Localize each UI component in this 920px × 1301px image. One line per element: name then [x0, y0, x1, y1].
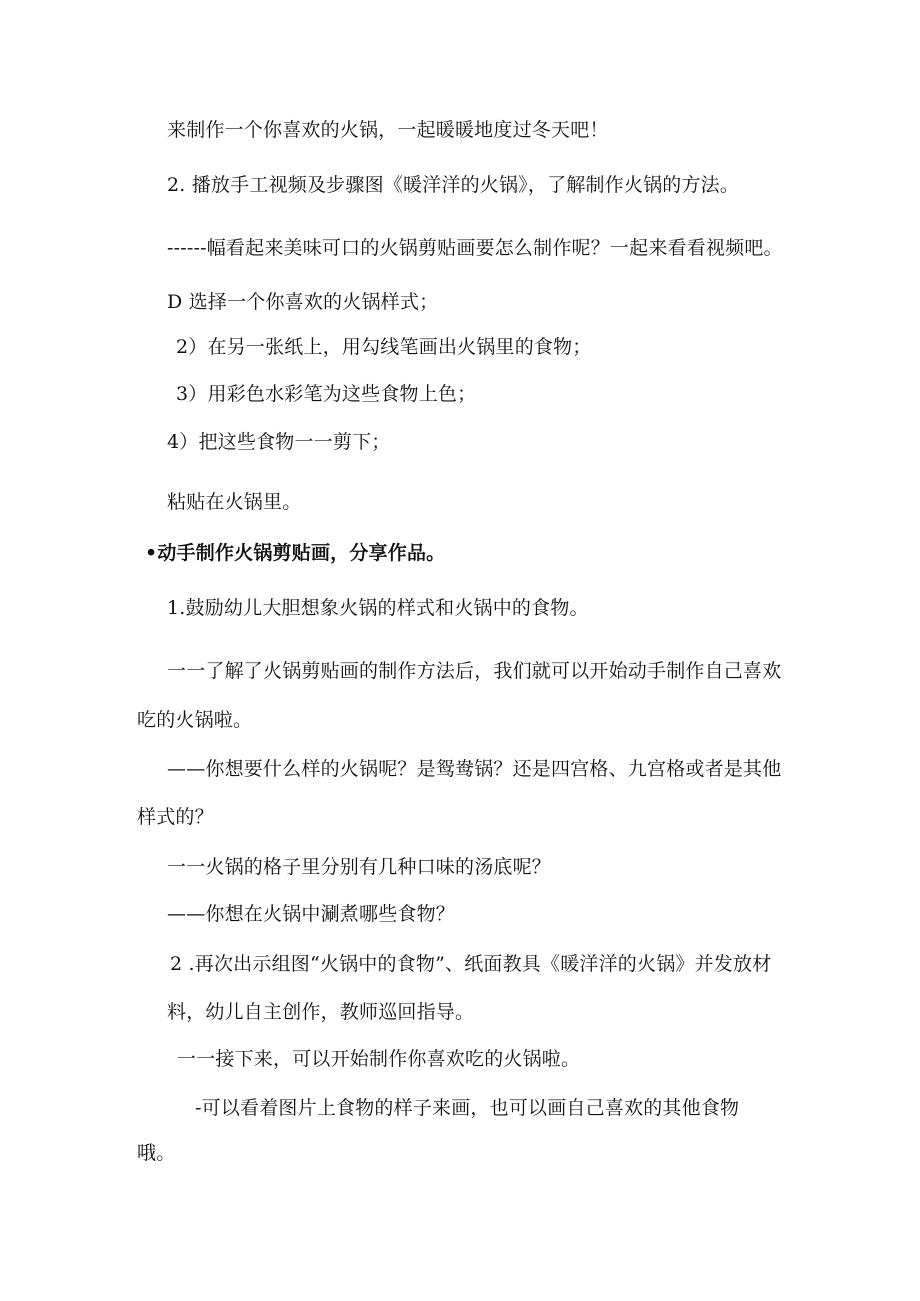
paragraph-line: 2. 播放手工视频及步骤图《暖洋洋的火锅》，了解制作火锅的方法。: [167, 174, 740, 196]
paragraph-line: 2 .再次出示组图“火锅中的食物”、纸面教具《暖洋洋的火锅》并发放材: [170, 953, 772, 975]
section-heading: •动手制作火锅剪贴画，分享作品。: [145, 542, 446, 564]
paragraph-line: 粘贴在火锅里。: [167, 491, 302, 513]
paragraph-line: -可以看着图片上食物的样子来画，也可以画自己喜欢的其他食物: [195, 1097, 740, 1119]
paragraph-line: ——你想要什么样的火锅呢？是鸳鸯锅？还是四宫格、九宫格或者是其他: [167, 758, 782, 780]
paragraph-line: ——你想在火锅中涮煮哪些食物？: [167, 903, 456, 925]
paragraph-line: 料，幼儿自主创作，教师巡回指导。: [167, 1001, 475, 1023]
paragraph-line: 哦。: [137, 1142, 176, 1164]
list-item: 3）用彩色水彩笔为这些食物上色；: [176, 383, 477, 405]
paragraph-line: 吃的火锅啦。: [137, 709, 253, 731]
list-item: 4）把这些食物一一剪下；: [167, 431, 391, 453]
paragraph-line: 来制作一个你喜欢的火锅，一起暖暖地度过冬天吧！: [167, 119, 609, 141]
list-item: 2）在另一张纸上，用勾线笔画出火锅里的食物；: [176, 336, 592, 358]
paragraph-line: ------幅看起来美味可口的火锅剪贴画要怎么制作呢？一起来看看视频吧。: [167, 237, 783, 259]
paragraph-line: 样式的？: [137, 806, 214, 828]
paragraph-line: 一一接下来，可以开始制作你喜欢吃的火锅啦。: [177, 1048, 581, 1070]
paragraph-line: 一一火锅的格子里分别有几种口味的汤底呢？: [167, 856, 552, 878]
paragraph-line: 一一了解了火锅剪贴画的制作方法后，我们就可以开始动手制作自己喜欢: [167, 660, 782, 682]
list-item: D 选择一个你喜欢的火锅样式；: [167, 291, 439, 313]
paragraph-line: 1.鼓励幼儿大胆想象火锅的样式和火锅中的食物。: [167, 597, 589, 619]
